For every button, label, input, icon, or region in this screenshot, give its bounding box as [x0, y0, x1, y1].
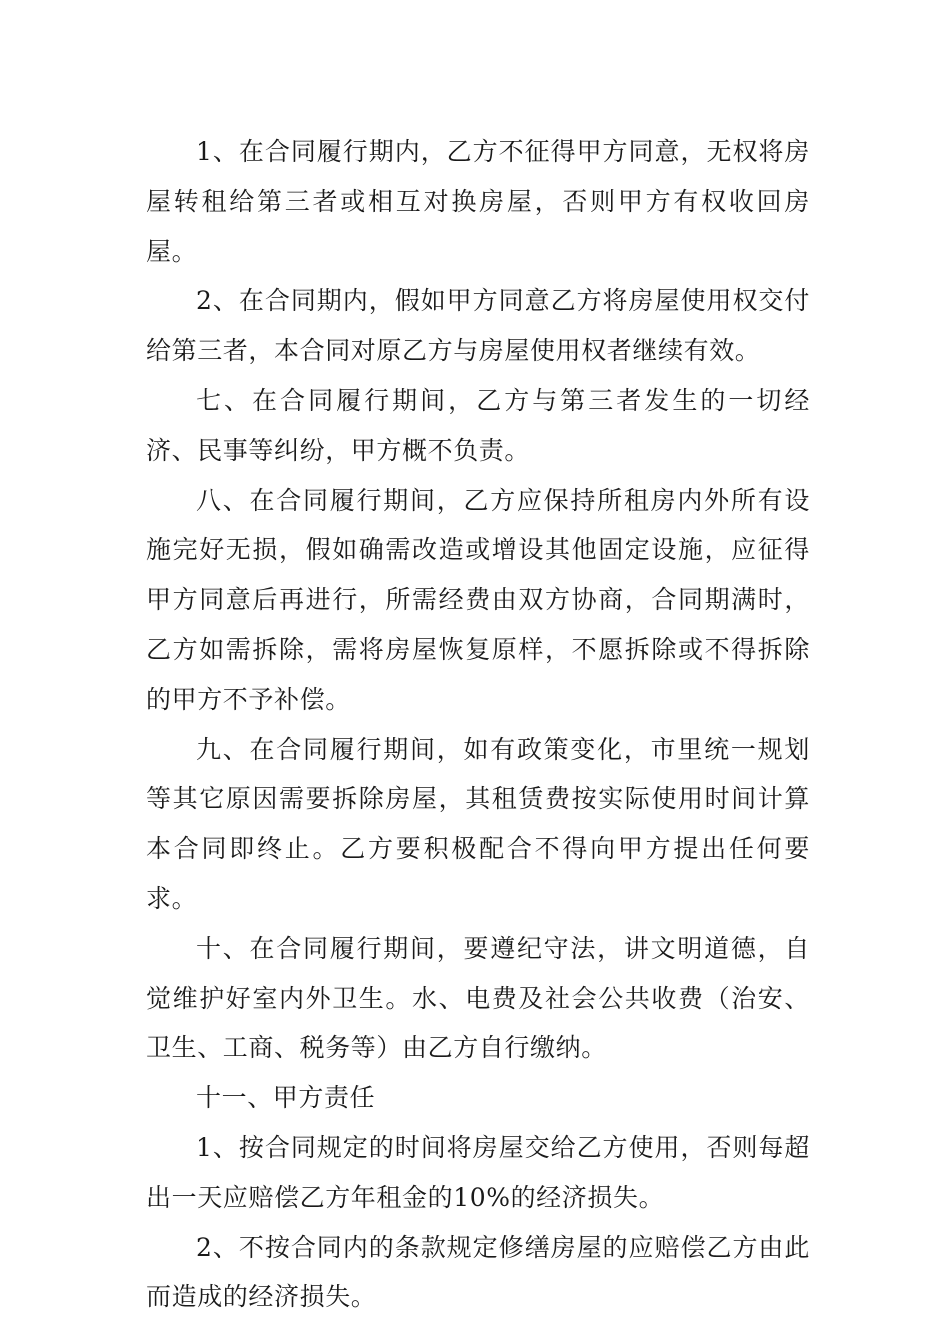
paragraph-clause-11-1: 1、按合同规定的时间将房屋交给乙方使用，否则每超出一天应赔偿乙方年租金的10%的经济损失。: [146, 1132, 810, 1212]
paragraph-clause-9: 九、在合同履行期间，如有政策变化，市里统一规划等其它原因需要拆除房屋，其租赁费按实际使用时间计算本合同即终止。乙方要积极配合不得向甲方提出任何要求。: [146, 734, 810, 913]
paragraph-clause-10: 十、在合同履行期间，要遵纪守法，讲文明道德，自觉维护好室内外卫生。水、电费及社会公共收费（治安、卫生、工商、税务等）由乙方自行缴纳。: [146, 933, 810, 1063]
paragraph-clause-6-1: 1、在合同履行期内，乙方不征得甲方同意，无权将房屋转租给第三者或相互对换房屋，否则甲方有权收回房屋。: [146, 137, 810, 266]
section-heading-party-a-responsibility: 十一、甲方责任: [196, 1083, 376, 1113]
paragraph-clause-6-2: 2、在合同期内，假如甲方同意乙方将房屋使用权交付给第三者，本合同对原乙方与房屋使用权者继续有效。: [146, 286, 810, 366]
paragraph-clause-11-2: 2、不按合同内的条款规定修缮房屋的应赔偿乙方由此而造成的经济损失。: [146, 1232, 810, 1312]
paragraph-clause-8: 八、在合同履行期间，乙方应保持所租房内外所有设施完好无损，假如确需改造或增设其他固定设施，应征得甲方同意后再进行，所需经费由双方协商，合同期满时，乙方如需拆除，需将房屋恢复原样，不愿拆除或不得拆除的甲方不予补偿。: [146, 485, 810, 714]
document-body: [146, 127, 810, 1322]
paragraph-clause-7: 七、在合同履行期间，乙方与第三者发生的一切经济、民事等纠纷，甲方概不负责。: [146, 385, 810, 465]
